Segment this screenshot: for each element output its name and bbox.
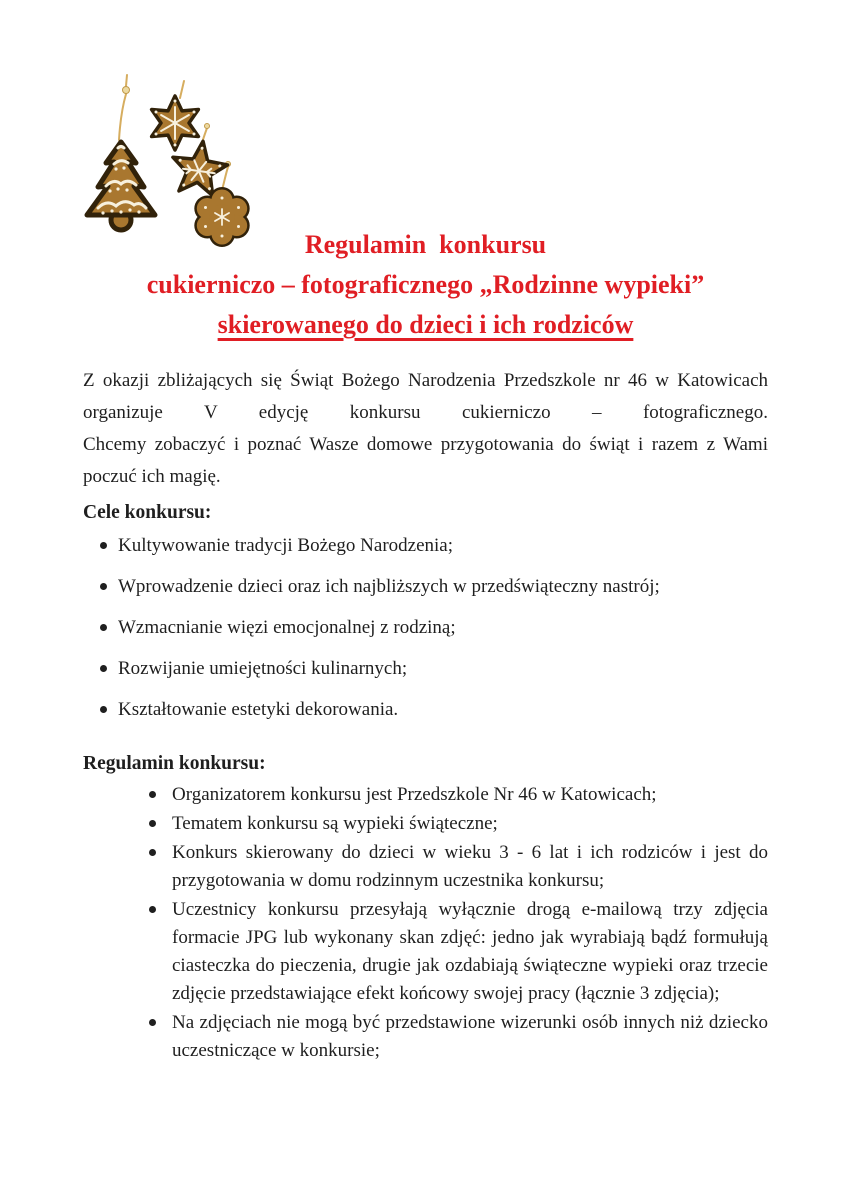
intro-line: poczuć ich magię. xyxy=(83,466,221,487)
list-item: Kształtowanie estetyki dekorowania. xyxy=(83,694,768,726)
list-item: Organizatorem konkursu jest Przedszkole Nr 46 w Katowicach; xyxy=(83,781,768,809)
intro-paragraph xyxy=(83,365,768,493)
goals-list xyxy=(83,530,768,726)
intro-line: Z okazji zbliżających się Świąt Bożego Narodzenia Przedszkole nr 46 w Katowicach xyxy=(83,370,768,391)
document-body xyxy=(83,0,768,1066)
section-heading-cele: Cele konkursu: xyxy=(83,502,212,523)
list-item: Wzmacnianie więzi emocjonalnej z rodziną; xyxy=(83,612,768,644)
document-title xyxy=(83,225,768,345)
section-heading-regulamin: Regulamin konkursu: xyxy=(83,753,266,774)
intro-line: organizuje V edycję konkursu cukierniczo – fotograficznego. xyxy=(83,402,768,423)
list-item: Na zdjęciach nie mogą być przedstawione wizerunki osób innych niż dziecko uczestniczące w konkursie; xyxy=(83,1009,768,1065)
title-line-2: cukierniczo – fotograficznego „Rodzinne wypieki” xyxy=(146,270,705,299)
list-item: Tematem konkursu są wypieki świąteczne; xyxy=(83,810,768,838)
list-item: Rozwijanie umiejętności kulinarnych; xyxy=(83,653,768,685)
list-item: Kultywowanie tradycji Bożego Narodzenia; xyxy=(83,530,768,562)
list-item: Wprowadzenie dzieci oraz ich najbliższych w przedświąteczny nastrój; xyxy=(83,571,768,603)
intro-line: Chcemy zobaczyć i poznać Wasze domowe przygotowania do świąt i razem z Wami xyxy=(83,434,768,455)
rules-list xyxy=(83,781,768,1065)
title-line-1: Regulamin konkursu xyxy=(304,230,547,259)
list-item: Konkurs skierowany do dzieci w wieku 3 - 6 lat i ich rodziców i jest do przygotowania w domu rodzinnym uczestnika konkursu; xyxy=(83,839,768,895)
list-item: Uczestnicy konkursu przesyłają wyłącznie drogą e-mailową trzy zdjęcia formacie JPG lub wykonany skan zdjęć: jedno jak wyrabiają bądź formułują ciasteczka do pieczenia, drugie jak ozdabiają świąteczne wypieki oraz trzecie zdjęcie przedstawiające efekt końcowy swojej pracy (łącznie 3 zdjęcia); xyxy=(83,896,768,1008)
title-line-3: skierowanego do dzieci i ich rodziców xyxy=(217,310,634,339)
